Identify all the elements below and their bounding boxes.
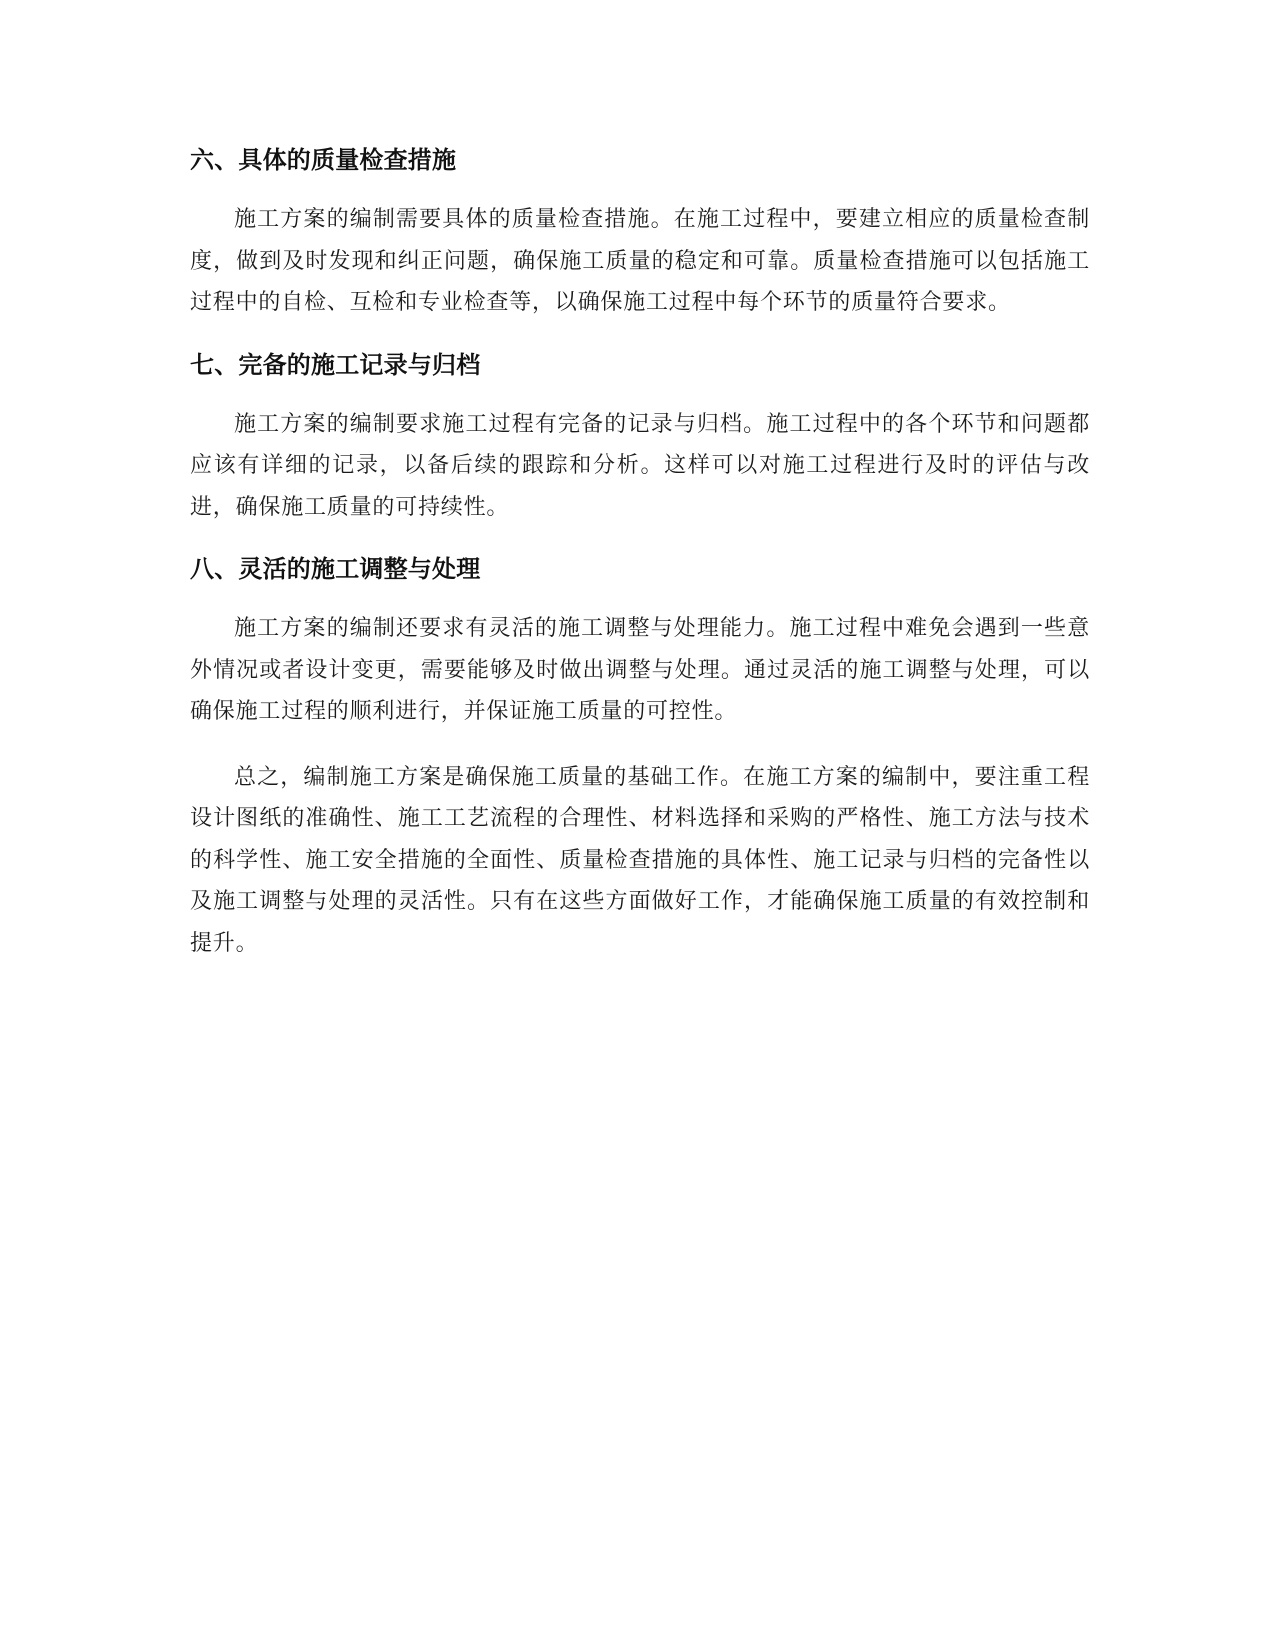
conclusion-section xyxy=(190,757,1090,965)
spacing xyxy=(190,382,1090,404)
section-paragraph: 施工方案的编制还要求有灵活的施工调整与处理能力。施工过程中难免会遇到一些意外情况或者设计变更，需要能够及时做出调整与处理。通过灵活的施工调整与处理，可以确保施工过程的顺利进行，并保证施工质量的可控性。 xyxy=(190,616,1090,724)
spacing xyxy=(190,177,1090,199)
spacing xyxy=(190,528,1090,552)
spacing xyxy=(190,733,1090,757)
section-heading: 七、完备的施工记录与归档 xyxy=(190,350,481,379)
section-paragraph: 施工方案的编制要求施工过程有完备的记录与归档。施工过程中的各个环节和问题都应该有详细的记录，以备后续的跟踪和分析。这样可以对施工过程进行及时的评估与改进，确保施工质量的可持续性。 xyxy=(190,411,1090,520)
section-7 xyxy=(190,348,1090,529)
conclusion-paragraph: 总之，编制施工方案是确保施工质量的基础工作。在施工方案的编制中，要注重工程设计图纸的准确性、施工工艺流程的合理性、材料选择和采购的严格性、施工方法与技术的科学性、施工安全措施的全面性、质量检查措施的具体性、施工记录与归档的完备性以及施工调整与处理的灵活性。只有在这些方面做好工作，才能确保施工质量的有效控制和提升。 xyxy=(190,764,1090,956)
spacing xyxy=(190,586,1090,608)
spacing xyxy=(190,324,1090,348)
section-8 xyxy=(190,552,1090,733)
section-paragraph: 施工方案的编制需要具体的质量检查措施。在施工过程中，要建立相应的质量检查制度，做到及时发现和纠正问题，确保施工质量的稳定和可靠。质量检查措施可以包括施工过程中的自检、互检和专业检查等，以确保施工过程中每个环节的质量符合要求。 xyxy=(190,207,1090,315)
section-heading: 八、灵活的施工调整与处理 xyxy=(190,555,481,583)
section-6 xyxy=(190,143,1090,324)
document-content xyxy=(190,143,1090,964)
section-heading: 六、具体的质量检查措施 xyxy=(190,146,457,174)
